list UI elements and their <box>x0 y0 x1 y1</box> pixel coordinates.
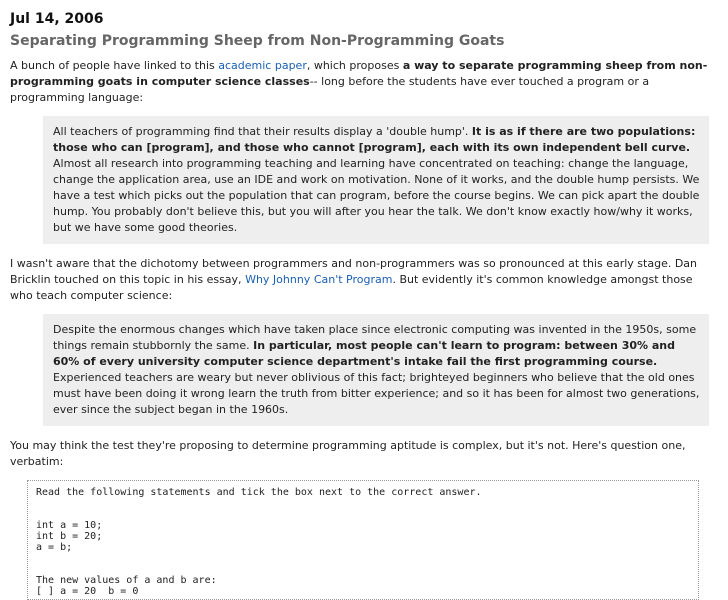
intro-text-1: A bunch of people have linked to this <box>10 59 219 72</box>
quote-enormous-changes <box>43 314 709 426</box>
post-date: Jul 14, 2006 <box>10 11 104 27</box>
dichotomy-paragraph <box>10 256 718 304</box>
intro-paragraph <box>10 58 718 106</box>
quote2-text-2: Experienced teachers are weary but never oblivious of this fact; brighteyed beginners who believe that the old ones must have been doing it wrong learn the truth from bitter experience; and so it has been for almost two generations, ever since the subject began in the 1960s. <box>53 371 700 416</box>
intro-text-3: -- long before the students have ever touched a program or a programming language: <box>10 75 650 104</box>
test-paragraph: You may think the test they're proposing to determine programming aptitude is complex, but it's not. Here's question one, verbatim: <box>10 439 686 468</box>
quote2-text-1: Despite the enormous changes which have taken place since electronic computing was invented in the 1950s, some things remain stubbornly the same. <box>53 323 697 352</box>
intro-bold: a way to separate programming sheep from non-programming goats in computer science classes <box>10 59 708 88</box>
academic-paper-link[interactable]: academic paper <box>218 59 307 72</box>
question-code-block: Read the following statements and tick the box next to the correct answer. int a = 10; int b = 20; a = b; The new values of a and b are: [ ] a = 20 b = 0 <box>27 480 699 600</box>
quote-double-hump <box>43 116 709 244</box>
post-title: Separating Programming Sheep from Non-Programming Goats <box>10 33 505 49</box>
quote1-text-1: All teachers of programming find that their results display a 'double hump'. <box>53 125 472 138</box>
para2-text-1: I wasn't aware that the dichotomy between programmers and non-programmers was so pronounced at this early stage. Dan Bricklin touched on this topic in his essay, <box>10 257 698 286</box>
why-johnny-link[interactable]: Why Johnny Can't Program <box>245 273 393 286</box>
quote2-bold: In particular, most people can't learn to program: between 30% and 60% of every university computer science department's intake fail the first programming course. <box>53 339 675 368</box>
quote1-bold: It is as if there are two populations: those who can [program], and those who cannot [program], each with its own independent bell curve. <box>53 125 696 154</box>
intro-text-2: , which proposes <box>306 59 403 72</box>
para2-text-2: . But evidently it's common knowledge amongst those who teach computer science: <box>10 273 693 302</box>
quote1-text-2: Almost all research into programming teaching and learning have concentrated on teaching: change the language, change the application area, use an IDE and work on motivation. None of it works, and the double hump persists. We have a test which picks out the population that can program, before the course begins. We can pick apart the double hump. You probably don't believe this, but you will after you hear the talk. We don't know exactly how/why it works, but we have some good theories. <box>53 157 700 234</box>
